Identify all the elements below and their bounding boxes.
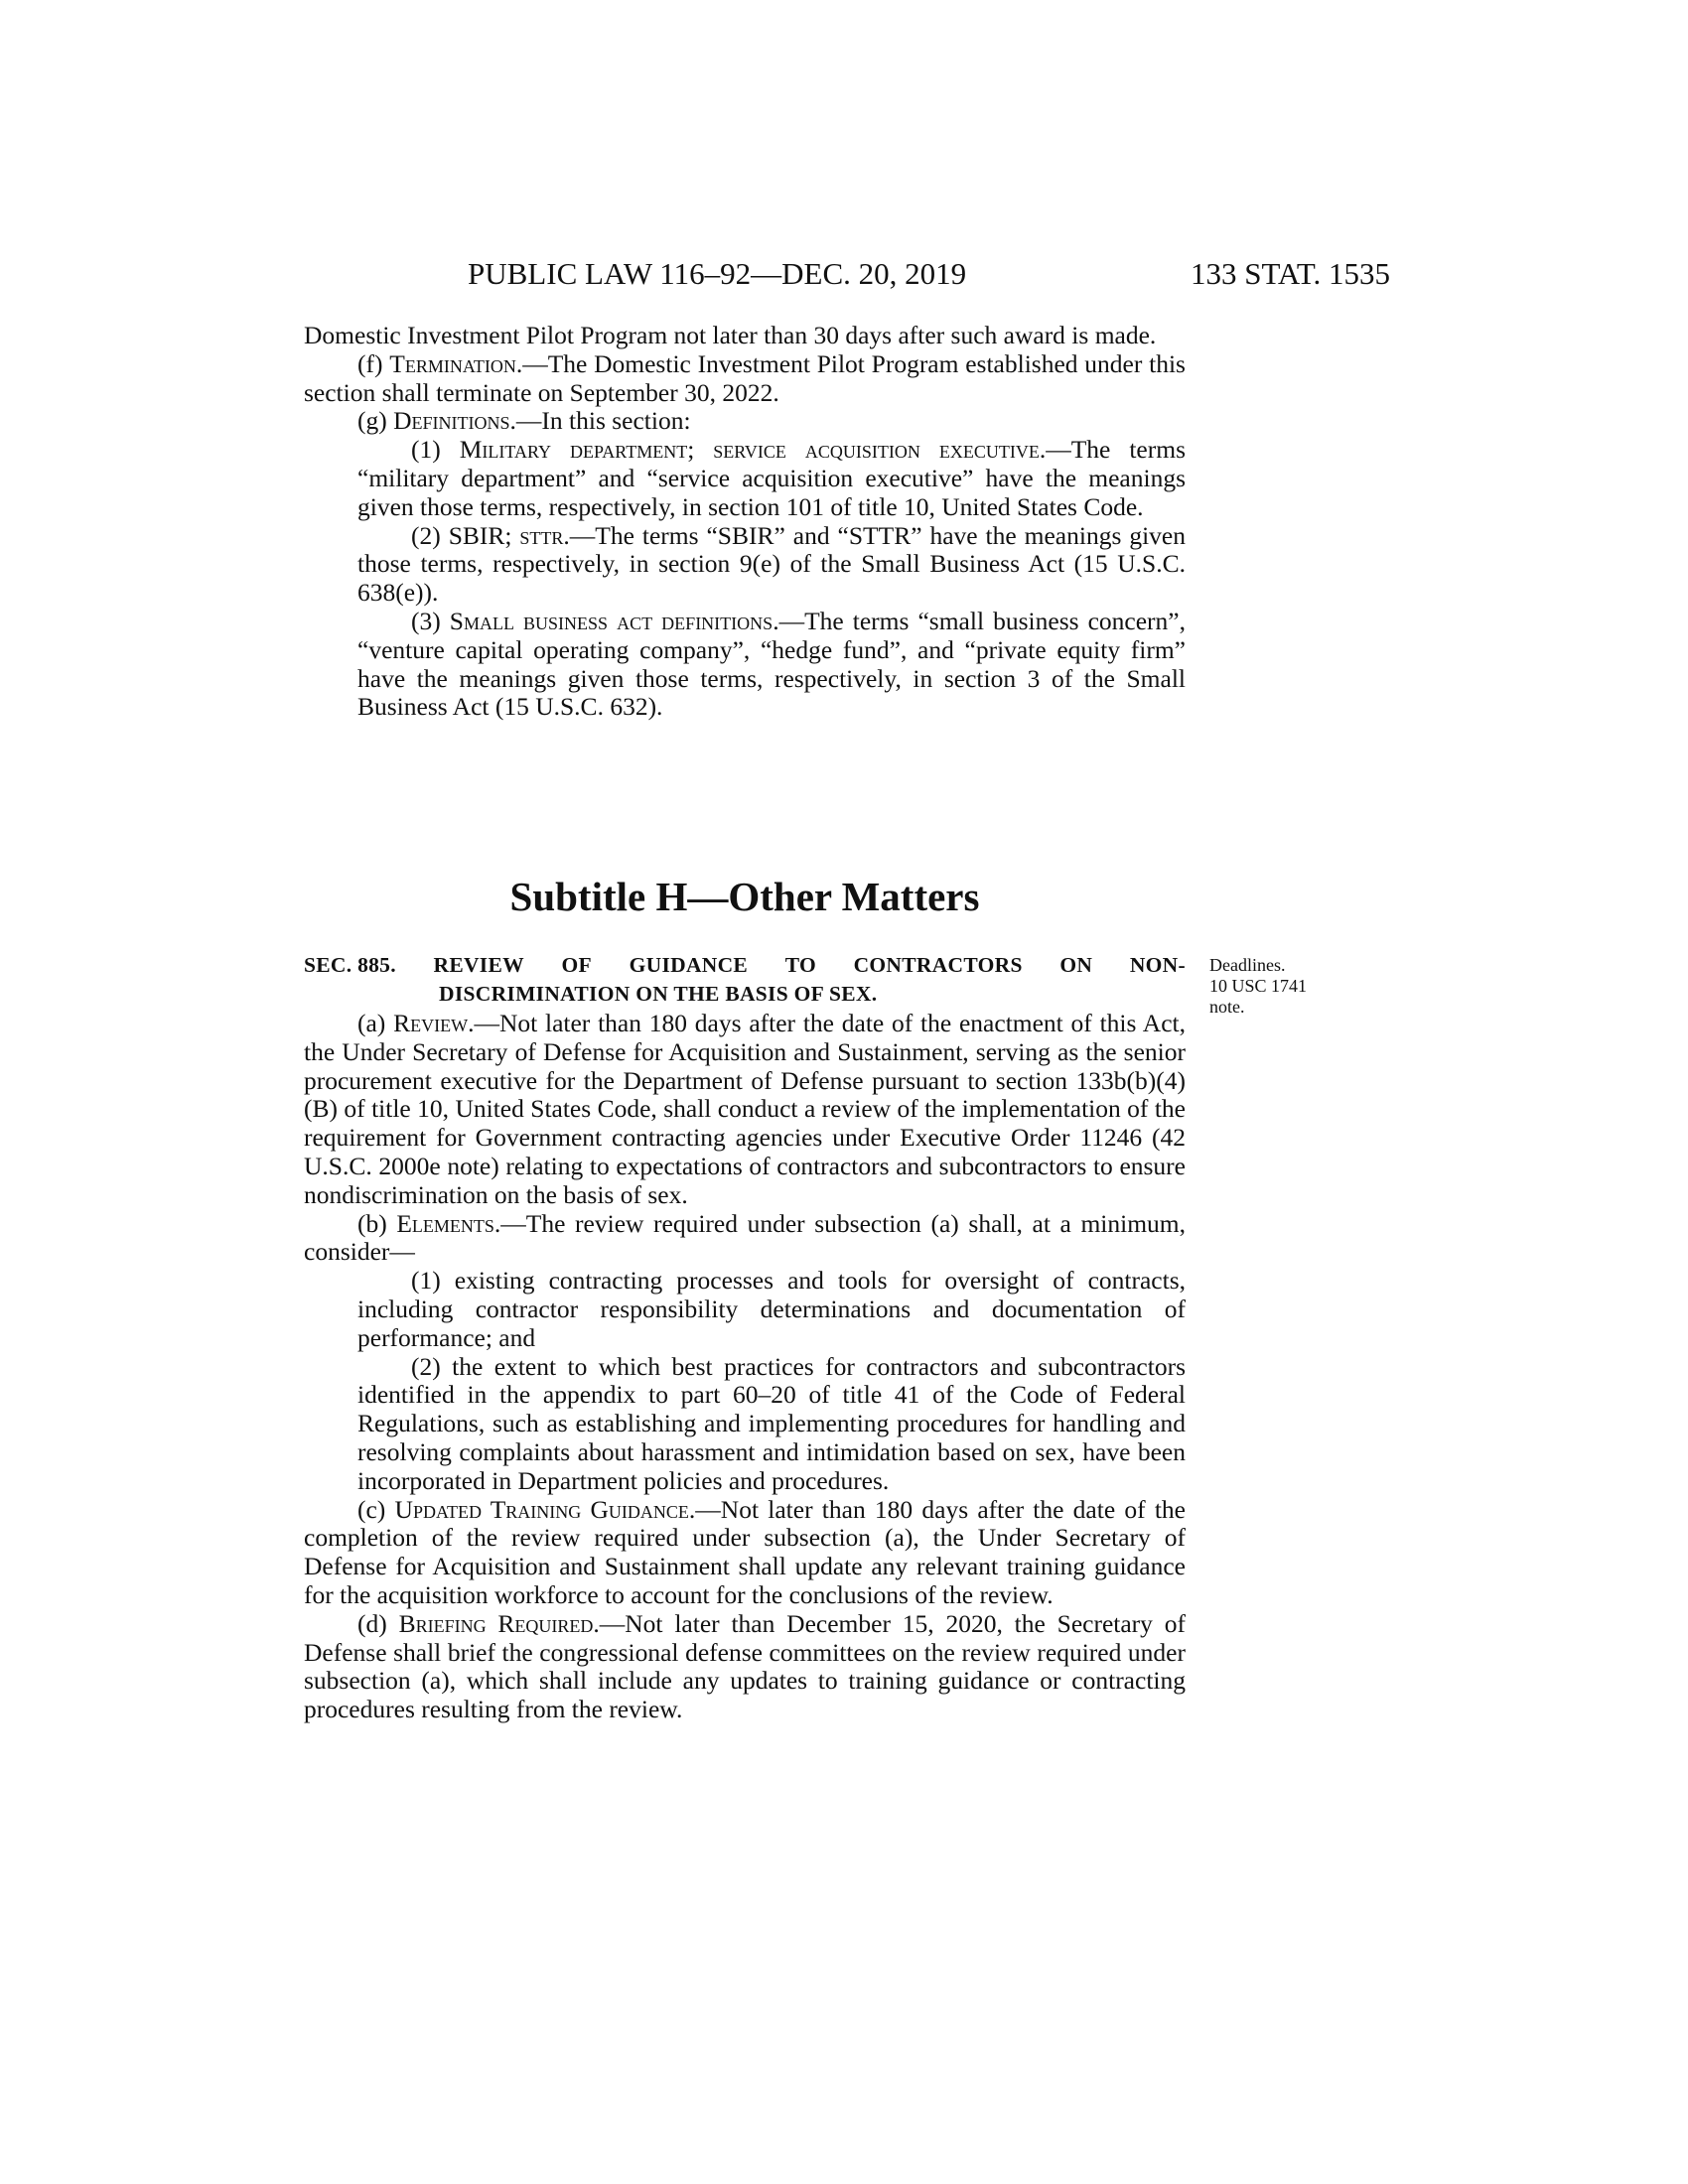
section-title-word: NON- bbox=[1129, 953, 1186, 977]
paragraph-b2: (2) the extent to which best practices for contractors and subcontractors identified in the appendix to part 60–20 of title 41 of the Code of Federal Regulations, such as establishing and implementing procedures for handling and resolving complaints about harassment and intimidation based on sex, have been incorporated in Department policies and procedures. bbox=[357, 1351, 1186, 1495]
section-heading bbox=[304, 951, 1186, 1009]
paragraph-heading: Small business act definitions bbox=[449, 606, 774, 635]
subsection-heading: Briefing Required bbox=[398, 1608, 594, 1638]
paragraph-g2-sbir-sttr: (2) SBIR; sttr.—The terms “SBIR” and “STTR” have the meanings given those terms, respectively, in section 9(e) of the Small Business Act (15 U.S.C. 638(e)). bbox=[357, 520, 1186, 608]
subsection-heading: Elements bbox=[396, 1208, 494, 1238]
section-title-word: CONTRACTORS bbox=[853, 953, 1023, 977]
subsection-a-review: (a) Review.—Not later than 180 days after the date of the enactment of this Act, the Under Secretary of Defense for Acquisition and Sustainment, serving as the senior procurement executive for the Department of Defense pursuant to section 133b(b)(4)(B) of title 10, United States Code, shall conduct a review of the implementation of the requirement for Government contracting agencies under Executive Order 11246 (42 U.S.C. 2000e note) relating to expectations of contractors and subcontractors to ensure nondiscrimination on the basis of sex. bbox=[304, 1009, 1186, 1209]
subsection-heading: Updated Training Guidance bbox=[394, 1494, 689, 1524]
public-law-citation: PUBLIC LAW 116–92—DEC. 20, 2019 bbox=[468, 256, 967, 291]
section-title-word: OF bbox=[561, 953, 592, 977]
section-heading-line1 bbox=[304, 951, 1186, 980]
subsection-heading: Termination bbox=[389, 348, 516, 378]
subsection-heading: Review bbox=[393, 1009, 469, 1037]
continuation-paragraph: Domestic Investment Pilot Program not later than 30 days after such award is made. bbox=[304, 321, 1157, 349]
section-title-word: REVIEW bbox=[433, 953, 524, 977]
paragraph-g3-small-business: (3) Small business act definitions.—The terms “small business concern”, “venture capital operating company”, “hedge fund”, and “private equity firm” have the meanings given those terms, respectively, in section 3 of the Small Business Act (15 U.S.C. 632). bbox=[357, 606, 1186, 722]
margin-note-usc-citation: 10 USC 1741 bbox=[1209, 976, 1308, 996]
definitions-block bbox=[304, 322, 1186, 722]
margin-note-note: note. bbox=[1209, 997, 1245, 1017]
paragraph-heading: Military department; service acquisition executive bbox=[459, 435, 1040, 465]
subtitle-heading: Subtitle H—Other Matters bbox=[509, 874, 980, 919]
section-885-body bbox=[304, 1010, 1186, 1724]
margin-note bbox=[1209, 955, 1329, 1018]
subsection-g-definitions: (g) Definitions.—In this section: bbox=[357, 406, 691, 436]
section-title-word: GUIDANCE bbox=[629, 953, 749, 977]
paragraph-g1-military-department: (1) Military department; service acquisition executive.—The terms “military department” and “service acquisition executive” have the meanings given those terms, respectively, in section 101 of title 10, United States Code. bbox=[357, 435, 1186, 521]
paragraph-heading: SBIR; sttr bbox=[448, 520, 564, 550]
section-heading-line2: DISCRIMINATION ON THE BASIS OF SEX. bbox=[439, 982, 878, 1006]
subsection-b-elements: (b) Elements.—The review required under subsection (a) shall, at a minimum, consider— bbox=[304, 1208, 1187, 1267]
section-title-word: ON bbox=[1059, 953, 1093, 977]
paragraph-b1: (1) existing contracting processes and tools for oversight of contracts, including contractor responsibility determinations and documentation of performance; and bbox=[357, 1266, 1186, 1352]
subsection-d-briefing: (d) Briefing Required.—Not later than December 15, 2020, the Secretary of Defense shall brief the congressional defense committees on the review required under subsection (a), which shall include any updates to training guidance or contracting procedures resulting from the review. bbox=[304, 1608, 1186, 1724]
running-header bbox=[304, 254, 1390, 294]
subsection-c-training-guidance: (c) Updated Training Guidance.—Not later than 180 days after the date of the completion of the review required under subsection (a), the Under Secretary of Defense for Acquisition and Sustainment shall update any relevant training guidance for the acquisition workforce to account for the conclusions of the review. bbox=[304, 1494, 1186, 1609]
margin-note-deadlines: Deadlines. bbox=[1209, 955, 1286, 975]
section-number: SEC. 885. bbox=[304, 953, 396, 977]
subsection-heading: Definitions bbox=[393, 406, 510, 436]
stat-page-number: 133 STAT. 1535 bbox=[1190, 256, 1390, 291]
section-title-word: TO bbox=[784, 953, 816, 977]
subsection-f-termination: (f) Termination.—The Domestic Investment Pilot Program established under this section shall terminate on September 30, 2022. bbox=[304, 348, 1186, 407]
